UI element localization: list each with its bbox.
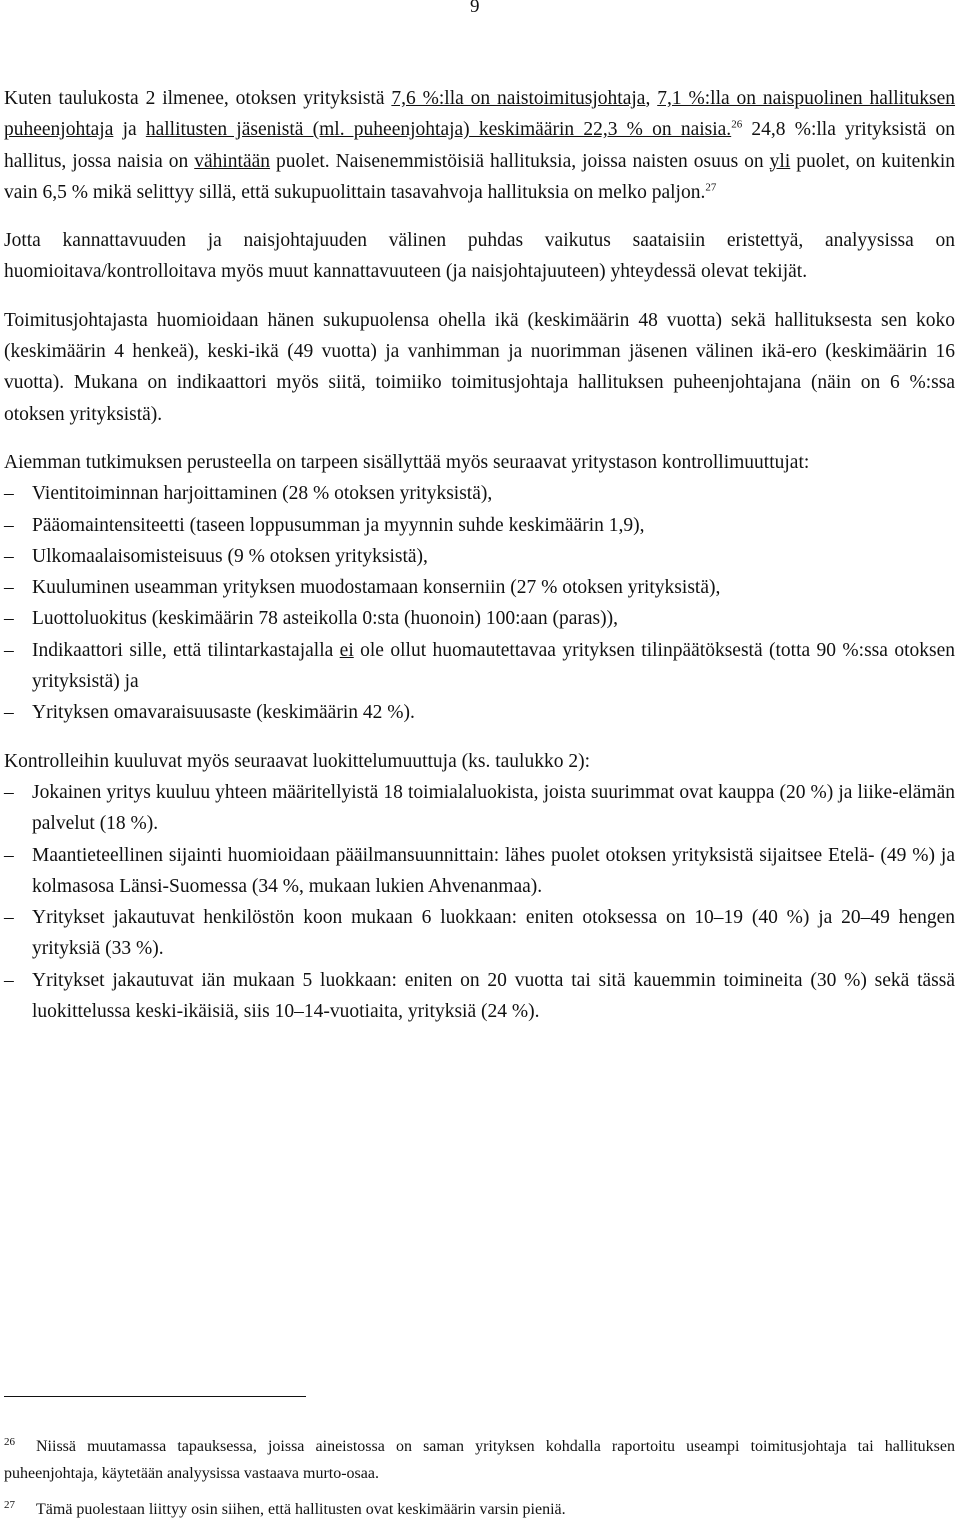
p1-text-3: ja [113,119,146,141]
list-item: – Kuuluminen useamman yrityksen muodostamaan konserniin (27 % otoksen yrityksistä), [4,572,955,603]
list-item: – Luottoluokitus (keskimäärin 78 asteikolla 0:sta (huonoin) 100:aan (paras)), [4,603,955,634]
paragraph-4-intro: Aiemman tutkimuksen perusteella on tarpeen sisällyttää myös seuraavat yritystason kontrollimuuttujat: [4,451,810,473]
footnote-text: Tämä puolestaan liittyy osin siihen, että hallitusten ovat keskimäärin varsin pieniä. [36,1501,566,1518]
page-number: 9 [470,0,480,17]
footnote-text: Niissä muutamassa tapauksessa, joissa aineistossa on saman yrityksen kohdalla raportoitu useampi toimitusjohtaja tai hallituksen puheenjohtaja, käytetään analyysissa vastaava murto-osaa. [4,1438,955,1482]
list-item-text-b: ole ollut huomautettavaa yrityksen tilinpäätöksestä (totta 90 %:ssa otoksen yrityksistä) ja [32,639,955,693]
p1-text-2: , [645,88,658,109]
footnote-ref-27[interactable]: 27 [705,181,717,194]
list-item: – Yritykset jakautuvat henkilöstön koon mukaan 6 luokkaan: eniten otoksessa on 10–19 (40 %) ja 20–49 hengen yrityksiä (33 %). [4,902,955,965]
p1-text-5: puolet. Naisenemmistöisiä hallituksia, joissa naisten osuus on [270,150,770,172]
paragraph-3: Toimitusjohtajasta huomioidaan hänen sukupuolensa ohella ikä (keskimäärin 48 vuotta) sekä hallituksesta sen koko (keskimäärin 4 henkeä), keski-ikä (49 vuotta) ja vanhimman ja nuorimman jäsenen välinen ikä-ero (keskimäärin 16 vuotta). Mukana on indikaattori myös siitä, toimiiko toimitusjohtaja hallituksen puheenjohtajana (näin on 6 %:ssa otoksen yrityksistä). [4,309,955,425]
p1-text-1: Kuten taulukosta 2 ilmenee, otoksen yrityksistä [4,88,392,109]
list-item: – Ulkomaalaisomisteisuus (9 % otoksen yrityksistä), [4,541,955,572]
list-item: – Yritykset jakautuvat iän mukaan 5 luokkaan: eniten on 20 vuotta tai sitä kauemmin toimineita (30 %) sekä tässä luokittelussa keski-ikäisiä, siis 10–14-vuotiaita, yrityksiä (24 %). [4,965,955,1028]
list-item: – Pääomaintensiteetti (taseen loppusumman ja myynnin suhde keskimäärin 1,9), [4,510,955,541]
list-item: – Maantieteellinen sijainti huomioidaan pääilmansuunnittain: lähes puolet otoksen yrityksistä sijaitsee Etelä- (49 %) ja kolmasosa Länsi-Suomessa (34 %, mukaan lukien Ahvenanmaa). [4,840,955,903]
p1-underline-5: yli [769,150,791,172]
list-item-underline: ei [339,639,354,661]
body-text [4,83,955,1044]
paragraph-2: Jotta kannattavuuden ja naisjohtajuuden välinen puhdas vaikutus saataisiin eristettyä, analyysissa on huomioitava/kontrolloitava myös muut kannattavuuteen (ja naisjohtajuuteen) yhteydessä olevat tekijät. [4,230,955,283]
list-item-text-a: Indikaattori sille, että tilintarkastajalla [32,639,340,661]
list-item [4,635,955,698]
footnote-divider [4,1396,306,1397]
p1-text-6: puolet, on kuitenkin vain 6,5 % mikä selittyy sillä, että sukupuolittain tasavahvoja hallituksia on melko paljon. [4,150,955,203]
list-item: – Jokainen yritys kuuluu yhteen määritellyistä 18 toimialaluokista, joista suurimmat ovat kauppa (20 %) ja liike-elämän palvelut (18 %). [4,777,955,840]
p1-underline-3: hallitusten jäsenistä (ml. puheenjohtaja) keskimäärin 22,3 % on naisia. [145,119,732,141]
p1-underline-4: vähintään [194,150,271,172]
paragraph-1 [4,83,955,208]
list-item: – Vientitoiminnan harjoittaminen (28 % otoksen yrityksistä), [4,478,955,509]
control-variables-list [4,478,955,728]
classification-variables-list [4,777,955,1027]
footnote-ref-26[interactable]: 26 [731,118,743,131]
p1-underline-2: 7,1 %:lla on naispuolinen hallituksen puheenjohtaja [4,88,956,141]
p1-underline-1: 7,6 %:lla on naistoimitusjohtaja [391,88,646,109]
footnote-26: 26 Niissä muutamassa tapauksessa, joissa aineistossa on saman yrityksen kohdalla raportoitu useampi toimitusjohtaja tai hallituksen puheenjohtaja, käytetään analyysissa vastaava murto-osaa. [4,1435,955,1482]
list-item: – Yrityksen omavaraisuusaste (keskimäärin 42 %). [4,697,955,728]
p1-text-4: 24,8 %:lla yrityksistä on hallitus, jossa naisia on [4,119,956,172]
footnote-27: 27 Tämä puolestaan liittyy osin siihen, että hallitusten ovat keskimäärin varsin pieniä. [4,1498,566,1518]
footnotes [4,1433,955,1532]
paragraph-5-intro: Kontrolleihin kuuluvat myös seuraavat luokittelumuuttuja (ks. taulukko 2): [4,750,590,772]
